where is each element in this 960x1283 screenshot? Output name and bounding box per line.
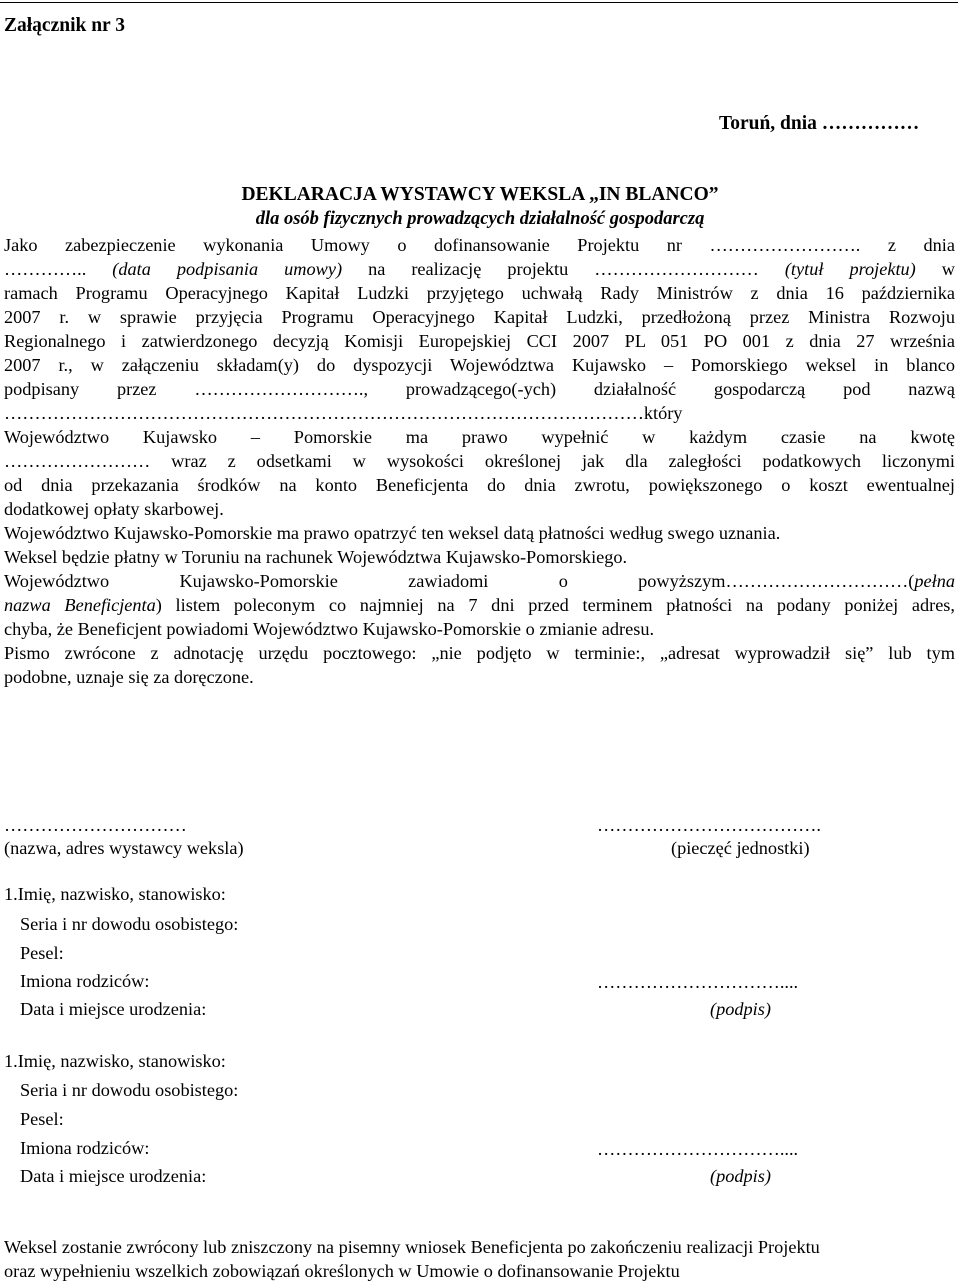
body-line [4, 281, 955, 305]
italic-fragment: pełna [914, 571, 955, 591]
text-fragment: Pismo zwrócone z adnotację urzędu pocztowego: „nie podjęto w terminie:, „adresat wyprowadził się” lub tym [4, 643, 955, 663]
text-fragment: podpisany przez ………………………., prowadzącego(-ych) działalność gospodarczą pod nazwą [4, 379, 955, 399]
text-fragment: …………………… wraz z odsetkami w wysokości określonej jak dla zaległości podatkowych liczonymi [4, 451, 955, 471]
body-line [4, 233, 955, 257]
issuer-signature-caption: (nazwa, adres wystawcy weksla) [4, 838, 244, 858]
text-fragment: ramach Programu Operacyjnego Kapitał Ludzki przyjętego uchwałą Rady Ministrów z dnia 16 października [4, 283, 955, 303]
pesel-field: Pesel: [20, 1109, 64, 1129]
italic-fragment: nazwa Beneficjenta [4, 595, 156, 615]
body-line [4, 401, 955, 425]
person-heading: 1.Imię, nazwisko, stanowisko: [4, 884, 226, 904]
signature-caption: (podpis) [710, 1166, 771, 1186]
signature-caption: (podpis) [710, 999, 771, 1019]
text-fragment: od dnia przekazania środków na konto Beneficjenta do dnia zwrotu, powiększonego o koszt ewentualnej [4, 475, 955, 495]
body-line [4, 617, 955, 641]
body-line [4, 569, 955, 593]
signature-dots: ………………………….... [597, 1139, 799, 1159]
body-line [4, 545, 955, 569]
text-fragment: 2007 r. w sprawie przyjęcia Programu Operacyjnego Kapitał Ludzki, przedłożoną przez Ministra Rozwoju [4, 307, 955, 327]
declaration-body [4, 233, 955, 689]
body-line [4, 353, 955, 377]
body-line [4, 425, 955, 449]
text-fragment: ………….. [4, 259, 87, 279]
text-fragment: Regionalnego i zatwierdzonego decyzją Komisji Europejskiej CCI 2007 PL 051 PO 001 z dnia 27 września [4, 331, 955, 351]
body-line [4, 305, 955, 329]
footer-line: oraz wypełnieniu wszelkich zobowiązań określonych w Umowie o dofinansowanie Projektu [4, 1261, 680, 1281]
text-fragment: w [915, 259, 955, 279]
body-line [4, 665, 955, 689]
text-fragment: Województwo Kujawsko-Pomorskie ma prawo opatrzyć ten weksel datą płatności według swego uznania. [4, 523, 781, 543]
body-line [4, 449, 955, 473]
person-heading: 1.Imię, nazwisko, stanowisko: [4, 1051, 226, 1071]
issuer-signature-dots: ………………………… [4, 815, 187, 835]
id-card-field: Seria i nr dowodu osobistego: [20, 1080, 239, 1100]
stamp-signature-caption: (pieczęć jednostki) [671, 838, 810, 858]
italic-fragment: (tytuł projektu) [758, 259, 916, 279]
text-fragment: Weksel będzie płatny w Toruniu na rachunek Województwa Kujawsko-Pomorskiego. [4, 547, 628, 567]
attachment-label: Załącznik nr 3 [4, 15, 125, 36]
text-fragment: Województwo Kujawsko – Pomorskie ma prawo wypełnić w każdym czasie na kwotę [4, 427, 955, 447]
text-fragment: na realizację projektu ……………………… [342, 259, 759, 279]
document-subtitle: dla osób fizycznych prowadzących działalność gospodarczą [255, 209, 705, 229]
footer-line: Weksel zostanie zwrócony lub zniszczony na pisemny wniosek Beneficjenta po zakończeniu realizacji Projektu [4, 1237, 820, 1257]
text-fragment: chyba, że Beneficjent powiadomi Województwo Kujawsko-Pomorskie o zmianie adresu. [4, 619, 655, 639]
birth-date-place-field: Data i miejsce urodzenia: [20, 1166, 207, 1186]
top-rule [0, 2, 958, 3]
parents-names-field: Imiona rodziców: [20, 971, 150, 991]
body-line [4, 521, 955, 545]
signature-dots: ………………………….... [597, 972, 799, 992]
italic-fragment: (data podpisania umowy) [86, 259, 343, 279]
document-title: DEKLARACJA WYSTAWCY WEKSLA „IN BLANCO” [241, 184, 719, 205]
text-fragment: dodatkowej opłaty skarbowej. [4, 499, 224, 519]
birth-date-place-field: Data i miejsce urodzenia: [20, 999, 207, 1019]
text-fragment: 2007 r., w załączeniu składam(y) do dyspozycji Województwa Kujawsko – Pomorskiego weksel in blanco [4, 355, 955, 375]
pesel-field: Pesel: [20, 943, 64, 963]
place-date: Toruń, dnia …………… [719, 113, 920, 134]
text-fragment: ) listem poleconym co najmniej na 7 dni przed terminem płatności na podany poniżej adres, [155, 595, 955, 615]
body-line [4, 641, 955, 665]
text-fragment: podobne, uznaje się za doręczone. [4, 667, 254, 687]
body-line [4, 473, 955, 497]
text-fragment: Województwo Kujawsko-Pomorskie zawiadomi o powyższym…………………………( [4, 571, 915, 591]
body-line [4, 593, 955, 617]
id-card-field: Seria i nr dowodu osobistego: [20, 914, 239, 934]
text-fragment: Jako zabezpieczenie wykonania Umowy o dofinansowanie Projektu nr ……………………. z dnia [4, 235, 955, 255]
body-line [4, 329, 955, 353]
body-line [4, 257, 955, 281]
text-fragment: ……………………………………………………………………………………………który [4, 403, 683, 423]
body-line [4, 377, 955, 401]
parents-names-field: Imiona rodziców: [20, 1138, 150, 1158]
stamp-signature-dots: ………………………………. [597, 815, 821, 835]
body-line [4, 497, 955, 521]
